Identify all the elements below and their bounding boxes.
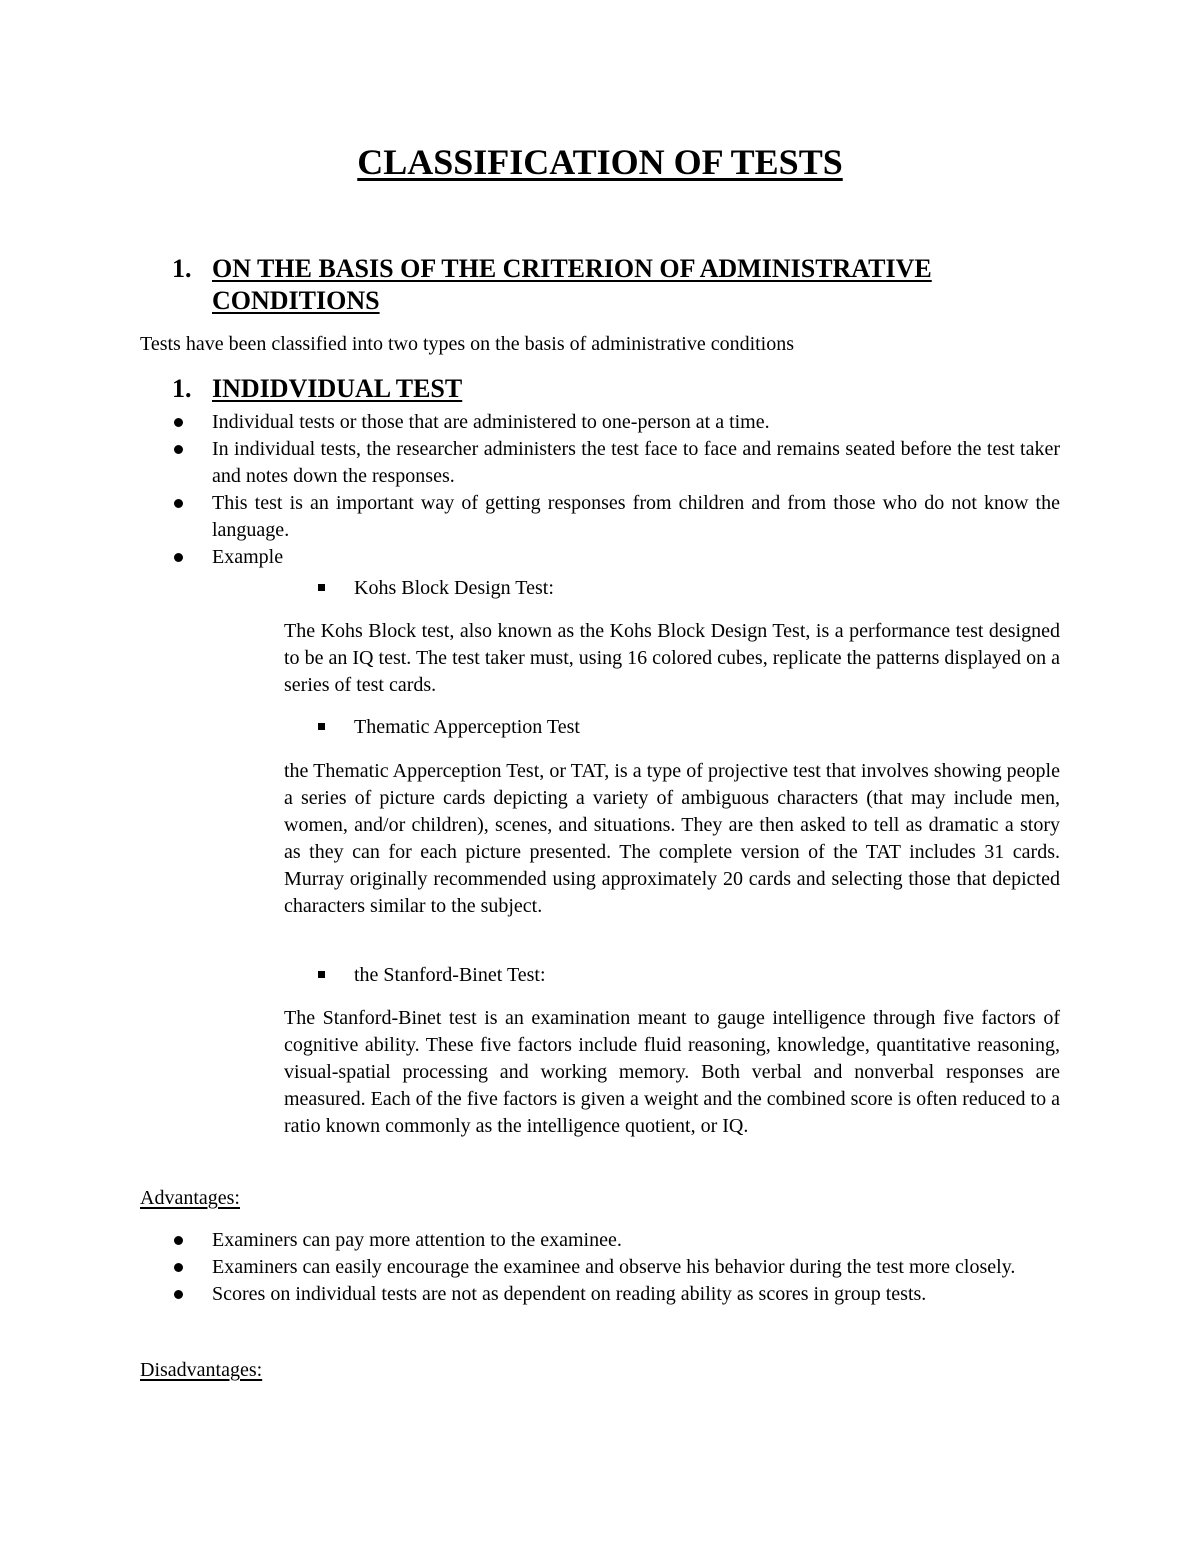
- square-bullet-icon: [318, 584, 325, 591]
- section-intro: Tests have been classified into two types on the basis of administrative conditions: [140, 333, 795, 355]
- section-heading: [172, 253, 992, 317]
- bullet-icon: [174, 418, 183, 427]
- advantages-label: Advantages:: [140, 1187, 240, 1209]
- section-number: 1.: [172, 254, 192, 283]
- advantages-list: [168, 1227, 1060, 1308]
- square-bullet-icon: [318, 723, 325, 730]
- page-title: CLASSIFICATION OF TESTS: [357, 142, 843, 182]
- subsection-heading: [172, 373, 462, 405]
- list-item: This test is an important way of getting responses from children and from those who do not know the language.: [168, 490, 1060, 544]
- list-item: Example: [168, 544, 1060, 571]
- square-bullet-icon: [318, 971, 325, 978]
- example-description-tat: the Thematic Apperception Test, or TAT, is a type of projective test that involves showing people a series of picture cards depicting a variety of ambiguous characters (that may include men, women, and/or children), scenes, and situations. They are then asked to tell as dramatic a story as they can for each picture presented. The complete version of the TAT includes 31 cards. Murray originally recommended using approximately 20 cards and selecting those that depicted characters similar to the subject.: [284, 760, 1060, 917]
- bullet-icon: [174, 1236, 183, 1245]
- example-item-tat: Thematic Apperception Test: [320, 713, 580, 741]
- bullet-icon: [174, 445, 183, 454]
- list-item: In individual tests, the researcher administers the test face to face and remains seated before the test taker and notes down the responses.: [168, 436, 1060, 490]
- bullet-icon: [174, 499, 183, 508]
- subsection-bullet-list: [168, 409, 1060, 571]
- disadvantages-label: Disadvantages:: [140, 1359, 263, 1381]
- bullet-icon: [174, 1263, 183, 1272]
- subsection-number: 1.: [172, 374, 192, 403]
- list-item: Examiners can pay more attention to the examinee.: [168, 1227, 1060, 1254]
- bullet-icon: [174, 1290, 183, 1299]
- list-item: Scores on individual tests are not as dependent on reading ability as scores in group tests.: [168, 1281, 1060, 1308]
- section-heading-text: ON THE BASIS OF THE CRITERION OF ADMINISTRATIVE CONDITIONS: [212, 254, 932, 315]
- list-item: Examiners can easily encourage the examinee and observe his behavior during the test more closely.: [168, 1254, 1060, 1281]
- example-description-kohs: The Kohs Block test, also known as the Kohs Block Design Test, is a performance test designed to be an IQ test. The test taker must, using 16 colored cubes, replicate the patterns displayed on a series of test cards.: [284, 620, 1060, 696]
- list-item: Individual tests or those that are administered to one-person at a time.: [168, 409, 1060, 436]
- example-item-kohs: Kohs Block Design Test:: [320, 574, 554, 602]
- subsection-heading-text: INDIDVIDUAL TEST: [212, 374, 463, 403]
- example-item-stanford-binet: the Stanford-Binet Test:: [320, 961, 546, 989]
- bullet-icon: [174, 553, 183, 562]
- example-description-stanford-binet: The Stanford-Binet test is an examination meant to gauge intelligence through five factors of cognitive ability. These five factors include fluid reasoning, knowledge, quantitative reasoning, visual-spatial processing and working memory. Both verbal and nonverbal responses are measured. Each of the five factors is given a weight and the combined score is often reduced to a ratio known commonly as the intelligence quotient, or IQ.: [284, 1007, 1060, 1137]
